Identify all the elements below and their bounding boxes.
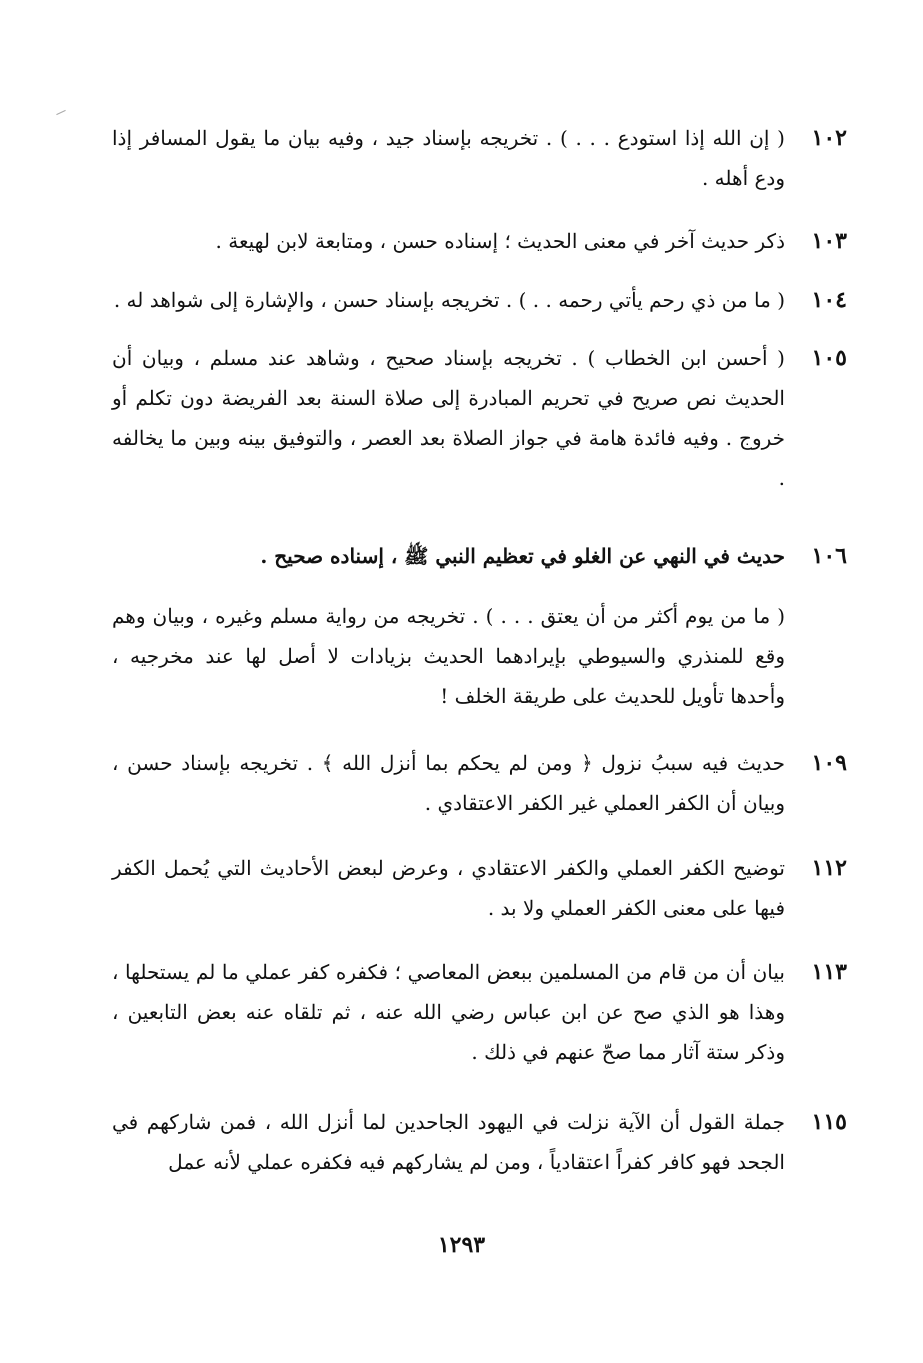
entry-continuation	[112, 596, 847, 716]
entry-text: حديث فيه سببُ نزول ﴿ ومن لم يحكم بما أنزل الله ﴾ . تخريجه بإسناد حسن ، وبيان أن الكفر العملي غير الكفر الاعتقادي .	[112, 751, 785, 815]
entry-number: ١٠٥	[811, 345, 847, 371]
entry-text: ( ما من يوم أكثر من أن يعتق . . . ) . تخريجه من رواية مسلم وغيره ، وبيان وهم وقع للمنذري والسيوطي بإيرادهما الحديث بزيادات لا أصل لها عند مخرجيه ، وأحدها تأويل للحديث على طريقة الخلف !	[112, 604, 785, 708]
entry-102	[112, 118, 847, 198]
entry-text: توضيح الكفر العملي والكفر الاعتقادي ، وعرض لبعض الأحاديث التي يُحمل الكفر فيها على معنى الكفر العملي ولا بد .	[112, 856, 785, 920]
entry-text: بيان أن من قام من المسلمين ببعض المعاصي ؛ فكفره كفر عملي ما لم يستحلها ، وهذا هو الذي صح عن ابن عباس رضي الله عنه ، ثم تلقاه عنه بعض التابعين ، وذكر ستة آثار مما صحّ عنهم في ذلك .	[112, 960, 786, 1064]
entry-115	[112, 1102, 847, 1182]
entry-number: ١٠٩	[811, 750, 847, 776]
entry-113	[112, 952, 847, 1072]
page-number: ١٢٩٣	[437, 1232, 486, 1258]
entry-number: ١٠٦	[811, 543, 847, 569]
entry-text: ( أحسن ابن الخطاب ) . تخريجه بإسناد صحيح ، وشاهد عند مسلم ، وبيان أن الحديث نص صريح في تحريم المبادرة إلى صلاة السنة بعد الفريضة دون تكلم أو خروج . وفيه فائدة هامة في جواز الصلاة بعد العصر ، والتوفيق بينه وبين ما يخالفه .	[112, 346, 785, 490]
entry-103	[112, 221, 847, 261]
entry-text: ( ما من ذي رحم يأتي رحمه . . ) . تخريجه بإسناد حسن ، والإشارة إلى شواهد له .	[113, 288, 785, 312]
entry-number: ١١٣	[811, 959, 847, 985]
entry-text: جملة القول أن الآية نزلت في اليهود الجاحدين لما أنزل الله ، فمن شاركهم في الجحد فهو كافر كفراً اعتقادياً ، ومن لم يشاركهم فيه فكفره عملي لأنه عمل	[112, 1110, 785, 1174]
entry-number: ١١٥	[811, 1109, 847, 1135]
entry-number: ١١٢	[811, 855, 847, 881]
entry-text: ( إن الله إذا استودع . . . ) . تخريجه بإسناد جيد ، وفيه بيان ما يقول المسافر إذا ودع أهله .	[112, 126, 785, 190]
entry-112	[112, 848, 847, 928]
entry-number: ١٠٤	[811, 287, 847, 313]
entry-109	[112, 743, 847, 823]
entry-104	[112, 280, 847, 320]
entry-106	[112, 536, 847, 576]
scan-mark	[56, 110, 65, 115]
entry-number: ١٠٣	[811, 228, 847, 254]
entry-number: ١٠٢	[811, 125, 847, 151]
entry-text: حديث في النهي عن الغلو في تعظيم النبي ﷺ ، إسناده صحيح .	[260, 544, 785, 568]
entry-105	[112, 338, 847, 498]
entry-text: ذكر حديث آخر في معنى الحديث ؛ إسناده حسن ، ومتابعة لابن لهيعة .	[215, 229, 785, 253]
